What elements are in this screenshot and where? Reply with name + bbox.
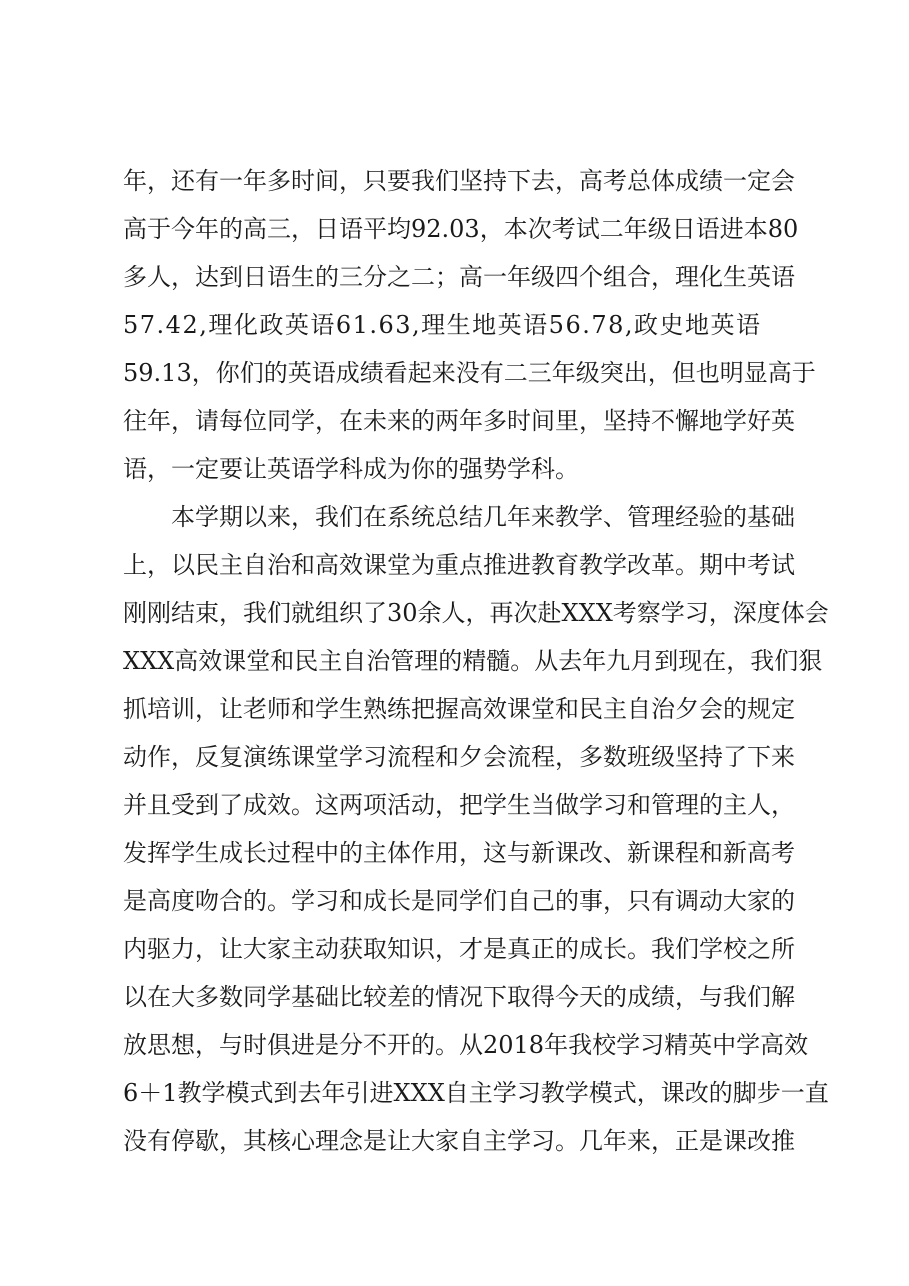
paragraph-2-line-14: 没有停歇，其核心理念是让大家自主学习。几年来，正是课改推 — [123, 1127, 795, 1155]
paragraph-2-line-3: 刚刚结束，我们就组织了30余人，再次赴XXX考察学习，深度体会 — [123, 599, 829, 627]
paragraph-2-line-5: 抓培训，让老师和学生熟练把握高效课堂和民主自治夕会的规定 — [123, 695, 795, 723]
paragraph-1-line-3: 多人，达到日语生的三分之二；高一年级四个组合，理化生英语 — [123, 263, 795, 291]
paragraph-2-line-6: 动作，反复演练课堂学习流程和夕会流程，多数班级坚持了下来 — [123, 743, 795, 771]
paragraph-2-line-7: 并且受到了成效。这两项活动，把学生当做学习和管理的主人， — [123, 791, 795, 819]
paragraph-2-line-8: 发挥学生成长过程中的主体作用，这与新课改、新课程和新高考 — [123, 839, 795, 867]
paragraph-2-line-10: 内驱力，让大家主动获取知识，才是真正的成长。我们学校之所 — [123, 935, 795, 963]
paragraph-2-line-2: 上，以民主自治和高效课堂为重点推进教育教学改革。期中考试 — [123, 551, 795, 579]
paragraph-1-line-7: 语，一定要让英语学科成为你的强势学科。 — [123, 455, 579, 483]
paragraph-1-line-1: 年，还有一年多时间，只要我们坚持下去，高考总体成绩一定会 — [123, 167, 795, 195]
paragraph-1-line-6: 往年，请每位同学，在未来的两年多时间里，坚持不懈地学好英 — [123, 407, 795, 435]
paragraph-2-line-13: 6＋1教学模式到去年引进XXX自主学习教学模式，课改的脚步一直 — [123, 1079, 829, 1107]
paragraph-1-line-5: 59.13，你们的英语成绩看起来没有二三年级突出，但也明显高于 — [123, 359, 816, 387]
paragraph-1-line-4: 57.42,理化政英语61.63,理生地英语56.78,政史地英语 — [123, 311, 762, 339]
paragraph-2-line-11: 以在大多数同学基础比较差的情况下取得今天的成绩，与我们解 — [123, 983, 795, 1011]
paragraph-2-line-12: 放思想，与时俱进是分不开的。从2018年我校学习精英中学高效 — [123, 1031, 809, 1059]
paragraph-2-line-1: 本学期以来，我们在系统总结几年来教学、管理经验的基础 — [171, 503, 795, 531]
paragraph-2-line-9: 是高度吻合的。学习和成长是同学们自己的事，只有调动大家的 — [123, 887, 795, 915]
paragraph-1-line-2: 高于今年的高三，日语平均92.03，本次考试二年级日语进本80 — [123, 215, 799, 243]
paragraph-2-line-4: XXX高效课堂和民主自治管理的精髓。从去年九月到现在，我们狠 — [123, 647, 823, 675]
